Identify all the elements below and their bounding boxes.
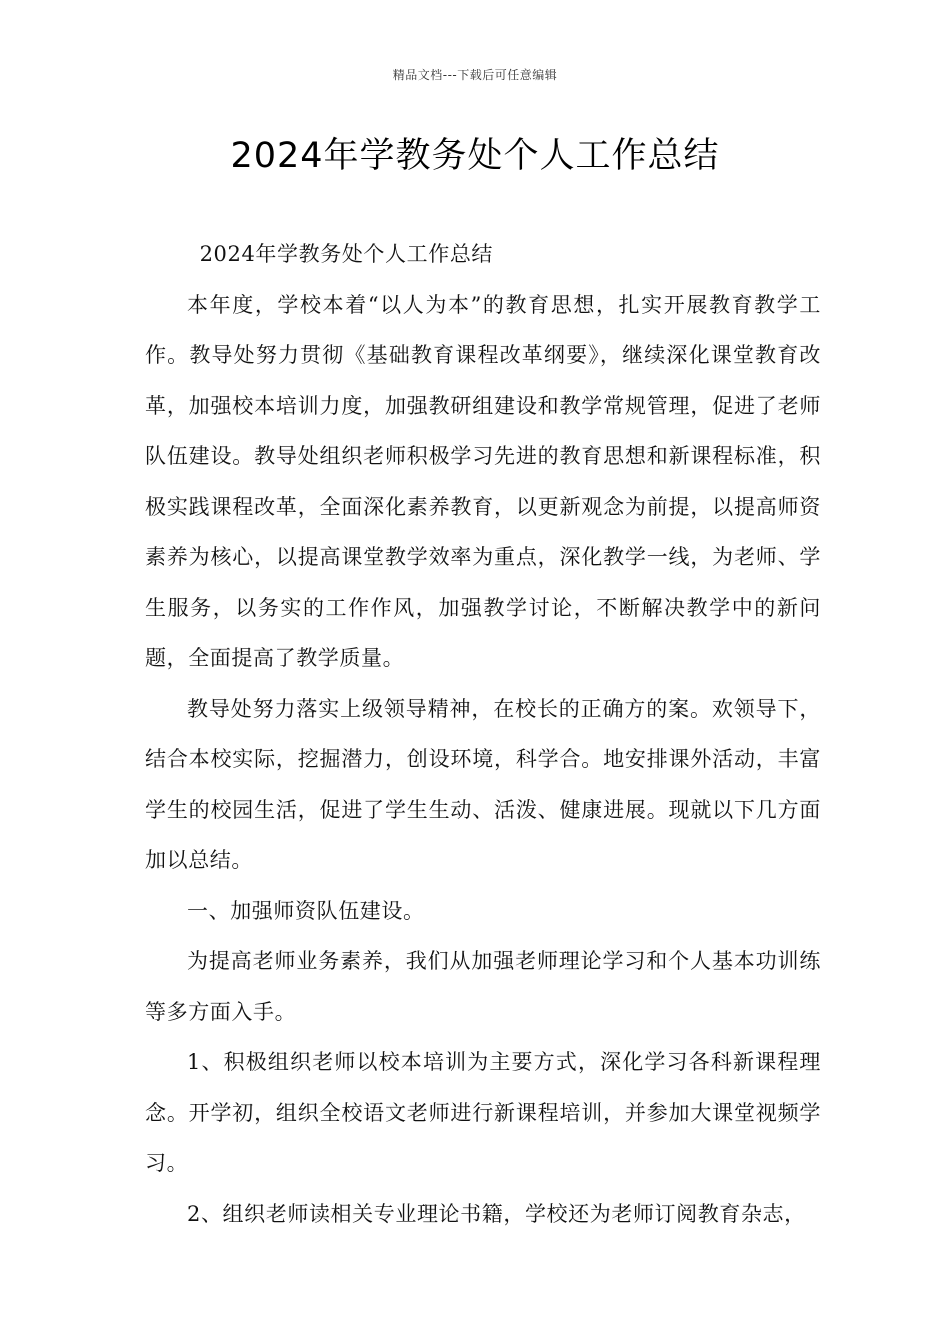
paragraph-training-intro: 为提高老师业务素养，我们从加强老师理论学习和个人基本功训练等多方面入手。 — [145, 949, 821, 1024]
header-note: 精品文档---下载后可任意编辑 — [392, 68, 558, 82]
list-item-1: 1、积极组织老师以校本培训为主要方式，深化学习各科新课程理念。开学初，组织全校语文老师进行新课程培训，并参加大课堂视频学习。 — [145, 1050, 821, 1175]
document-body — [145, 229, 821, 1239]
section-heading-1: 一、加强师资队伍建设。 — [187, 898, 425, 923]
paragraph-leadership: 教导处努力落实上级领导精神，在校长的正确方的案。欢领导下，结合本校实际，挖掘潜力，创设环境，科学合。地安排课外活动，丰富学生的校园生活，促进了学生生动、活泼、健康进展。现就以下几方面加以总结。 — [145, 696, 821, 872]
body-subtitle: 2024年学教务处个人工作总结 — [199, 242, 494, 266]
list-item-2: 2、组织老师读相关专业理论书籍，学校还为老师订阅教育杂志， — [187, 1201, 806, 1226]
paragraph-intro: 本年度，学校本着“以人为本”的教育思想，扎实开展教育教学工作。教导处努力贯彻《基础教育课程改革纲要》，继续深化课堂教育改革，加强校本培训力度，加强教研组建设和教学常规管理，促进了老师队伍建设。教导处组织老师积极学习先进的教育思想和新课程标准，积极实践课程改革，全面深化素养教育，以更新观念为前提，以提高师资素养为核心，以提高课堂教学效率为重点，深化教学一线，为老师、学生服务，以务实的工作作风，加强教学讨论，不断解决教学中的新问题，全面提高了教学质量。 — [145, 292, 821, 670]
document-title: 2024年学教务处个人工作总结 — [230, 136, 720, 176]
